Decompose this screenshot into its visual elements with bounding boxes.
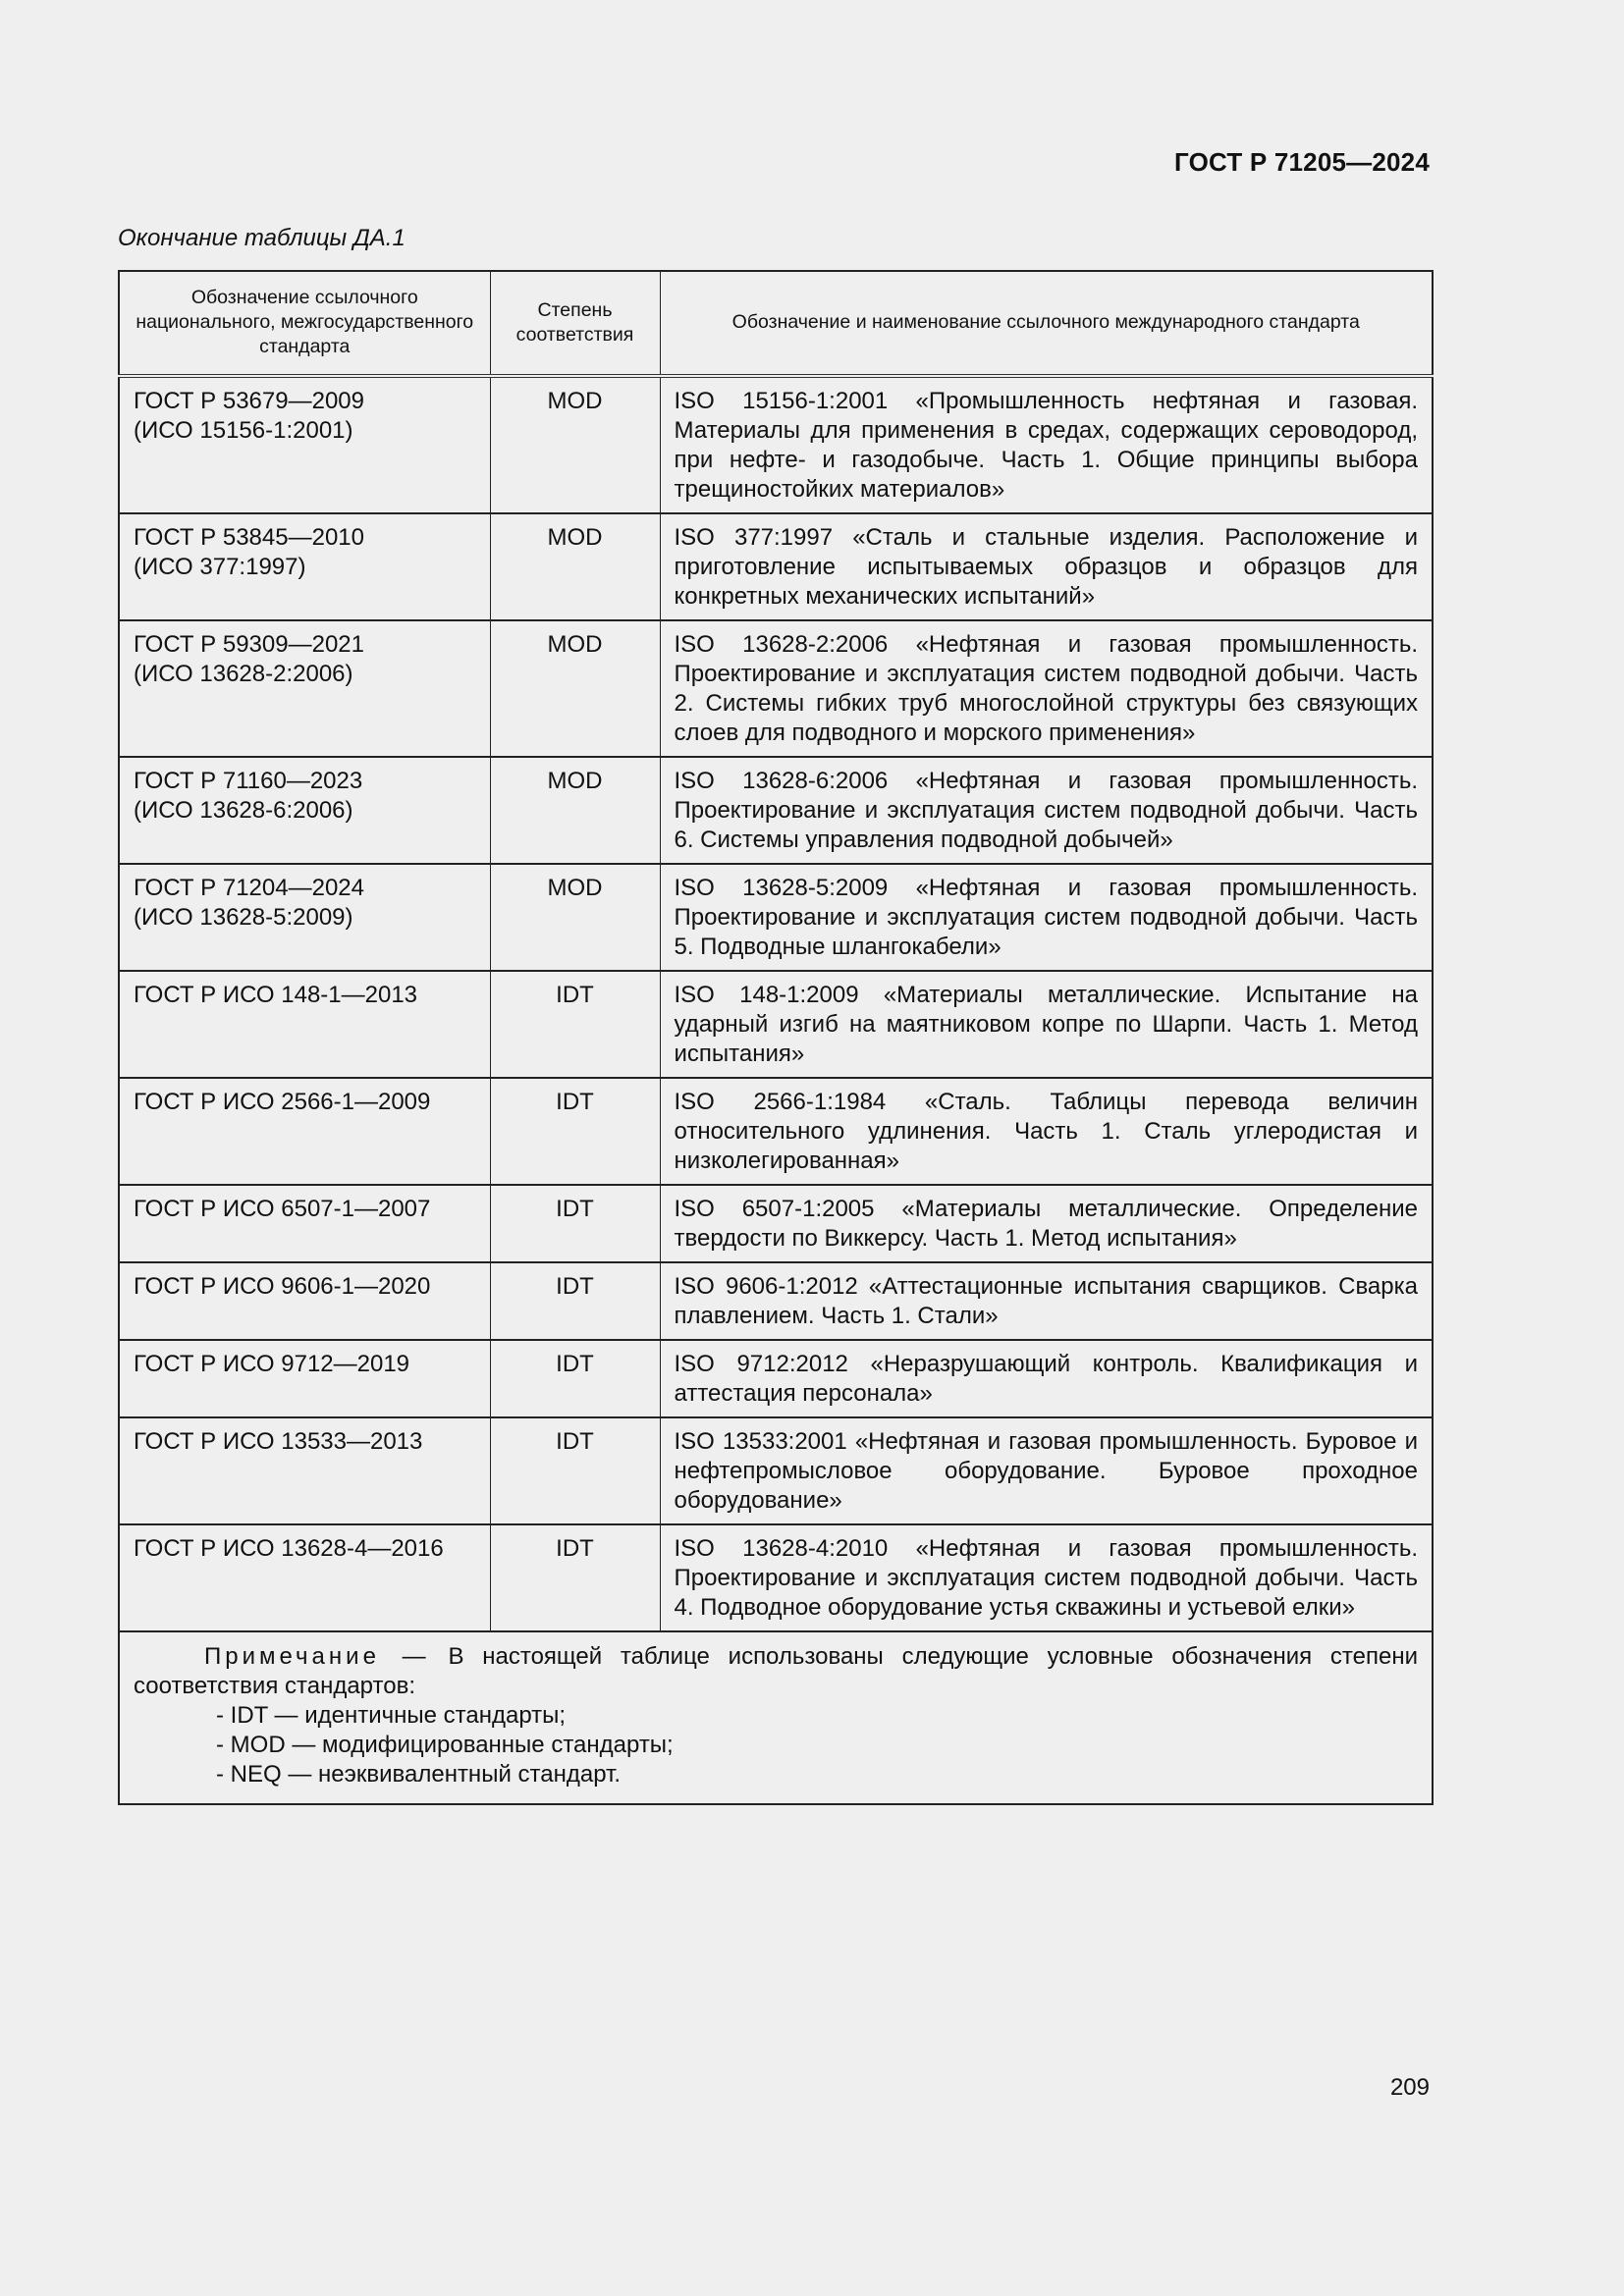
degree-cell: MOD: [490, 376, 660, 513]
page-number: 209: [1389, 2074, 1430, 2101]
degree-cell: MOD: [490, 864, 660, 971]
national-standard-cell: [119, 971, 490, 1078]
international-standard-cell: ISO 13628-4:2010 «Нефтяная и газовая промышленность. Проектирование и эксплуатация систем подводной добычи. Часть 4. Подводное оборудование устья скважины и устьевой елки»: [660, 1524, 1433, 1631]
national-standard-cell: [119, 1524, 490, 1631]
table-row: [119, 864, 1433, 971]
note-paragraph: [134, 1642, 1418, 1701]
national-standard-cell: [119, 1185, 490, 1262]
table-row: [119, 1340, 1433, 1417]
table-row: [119, 1185, 1433, 1262]
international-standard-cell: ISO 148-1:2009 «Материалы металлические. Испытание на ударный изгиб на маятниковом копре по Шарпи. Часть 1. Метод испытания»: [660, 971, 1433, 1078]
national-standard-line: ГОСТ Р ИСО 9712—2019: [134, 1351, 410, 1377]
national-standard-line: (ИСО 13628-5:2009): [134, 904, 353, 931]
table-caption: Окончание таблицы ДА.1: [118, 225, 406, 251]
international-standard-cell: ISO 13628-5:2009 «Нефтяная и газовая промышленность. Проектирование и эксплуатация систем подводной добычи. Часть 5. Подводные шлангокабели»: [660, 864, 1433, 971]
table-row: [119, 1417, 1433, 1524]
national-standard-line: ГОСТ Р 53845—2010: [134, 524, 364, 551]
national-standard-cell: [119, 1078, 490, 1185]
degree-cell: MOD: [490, 513, 660, 620]
international-standard-cell: ISO 15156-1:2001 «Промышленность нефтяная и газовая. Материалы для применения в средах, содержащих сероводород, при нефте- и газодобыче. Часть 1. Общие принципы выбора трещиностойких материалов»: [660, 376, 1433, 513]
table-row: [119, 757, 1433, 864]
national-standard-line: ГОСТ Р 71160—2023: [134, 768, 363, 794]
national-standard-cell: [119, 513, 490, 620]
national-standard-line: ГОСТ Р 71204—2024: [134, 875, 364, 901]
table-row: [119, 1078, 1433, 1185]
national-standard-line: (ИСО 377:1997): [134, 554, 306, 580]
international-standard-cell: ISO 2566-1:1984 «Сталь. Таблицы перевода величин относительного удлинения. Часть 1. Сталь углеродистая и низколегированная»: [660, 1078, 1433, 1185]
degree-cell: MOD: [490, 620, 660, 757]
national-standard-line: ГОСТ Р 53679—2009: [134, 388, 364, 414]
international-standard-cell: ISO 377:1997 «Сталь и стальные изделия. Расположение и приготовление испытываемых образцов и образцов для конкретных механических испытаний»: [660, 513, 1433, 620]
national-standard-cell: [119, 620, 490, 757]
national-standard-line: (ИСО 13628-6:2006): [134, 797, 353, 824]
table-row: [119, 620, 1433, 757]
national-standard-line: ГОСТ Р ИСО 148-1—2013: [134, 982, 418, 1008]
international-standard-cell: ISO 9712:2012 «Неразрушающий контроль. Квалификация и аттестация персонала»: [660, 1340, 1433, 1417]
degree-cell: IDT: [490, 1417, 660, 1524]
international-standard-cell: ISO 13533:2001 «Нефтяная и газовая промышленность. Буровое и нефтепромысловое оборудование. Буровое проходное оборудование»: [660, 1417, 1433, 1524]
national-standard-cell: [119, 757, 490, 864]
table-row: [119, 376, 1433, 513]
national-standard-line: ГОСТ Р ИСО 2566-1—2009: [134, 1089, 431, 1115]
table-header-row: [119, 271, 1433, 376]
degree-cell: IDT: [490, 1185, 660, 1262]
note-row: [119, 1631, 1433, 1804]
note-item-neq: - NEQ — неэквивалентный стандарт.: [216, 1761, 622, 1788]
international-standard-cell: ISO 13628-6:2006 «Нефтяная и газовая промышленность. Проектирование и эксплуатация систем подводной добычи. Часть 6. Системы управления подводной добычей»: [660, 757, 1433, 864]
table-row: [119, 1262, 1433, 1340]
table-row: [119, 971, 1433, 1078]
table-row: [119, 1524, 1433, 1631]
international-standard-cell: ISO 6507-1:2005 «Материалы металлические. Определение твердости по Виккерсу. Часть 1. Метод испытания»: [660, 1185, 1433, 1262]
degree-cell: MOD: [490, 757, 660, 864]
table-row: [119, 513, 1433, 620]
national-standard-cell: [119, 376, 490, 513]
international-standard-cell: ISO 9606-1:2012 «Аттестационные испытания сварщиков. Сварка плавлением. Часть 1. Стали»: [660, 1262, 1433, 1340]
column-header-international: Обозначение и наименование ссылочного международного стандарта: [660, 271, 1433, 376]
national-standard-cell: [119, 864, 490, 971]
table-body: [119, 376, 1433, 1631]
degree-cell: IDT: [490, 1078, 660, 1185]
note-label: Примечание —: [204, 1643, 430, 1670]
degree-cell: IDT: [490, 971, 660, 1078]
national-standard-line: ГОСТ Р ИСО 13628-4—2016: [134, 1535, 444, 1562]
international-standard-cell: ISO 13628-2:2006 «Нефтяная и газовая промышленность. Проектирование и эксплуатация систем подводной добычи. Часть 2. Системы гибких труб многослойной структуры без связующих слоев для подводного и морского применения»: [660, 620, 1433, 757]
national-standard-cell: [119, 1262, 490, 1340]
document-designation: ГОСТ Р 71205—2024: [1174, 147, 1430, 177]
reference-standards-table: [118, 270, 1434, 1805]
note-text: В настоящей таблице использованы следующие условные обозначения степени соответствия стандартов:: [134, 1643, 1418, 1699]
national-standard-line: ГОСТ Р ИСО 9606-1—2020: [134, 1273, 431, 1300]
national-standard-cell: [119, 1417, 490, 1524]
national-standard-line: ГОСТ Р ИСО 6507-1—2007: [134, 1196, 431, 1222]
column-header-degree: Степень соответствия: [490, 271, 660, 376]
degree-cell: IDT: [490, 1340, 660, 1417]
degree-cell: IDT: [490, 1524, 660, 1631]
note-list: [134, 1701, 1418, 1789]
degree-cell: IDT: [490, 1262, 660, 1340]
national-standard-line: (ИСО 13628-2:2006): [134, 661, 353, 687]
national-standard-line: (ИСО 15156-1:2001): [134, 417, 353, 444]
table-note: [119, 1631, 1433, 1804]
note-item-idt: - IDT — идентичные стандарты;: [216, 1702, 567, 1729]
note-item-mod: - MOD — модифицированные стандарты;: [216, 1732, 674, 1758]
national-standard-line: ГОСТ Р ИСО 13533—2013: [134, 1428, 423, 1455]
national-standard-cell: [119, 1340, 490, 1417]
column-header-national: Обозначение ссылочного национального, межгосударственного стандарта: [119, 271, 490, 376]
national-standard-line: ГОСТ Р 59309—2021: [134, 631, 364, 658]
